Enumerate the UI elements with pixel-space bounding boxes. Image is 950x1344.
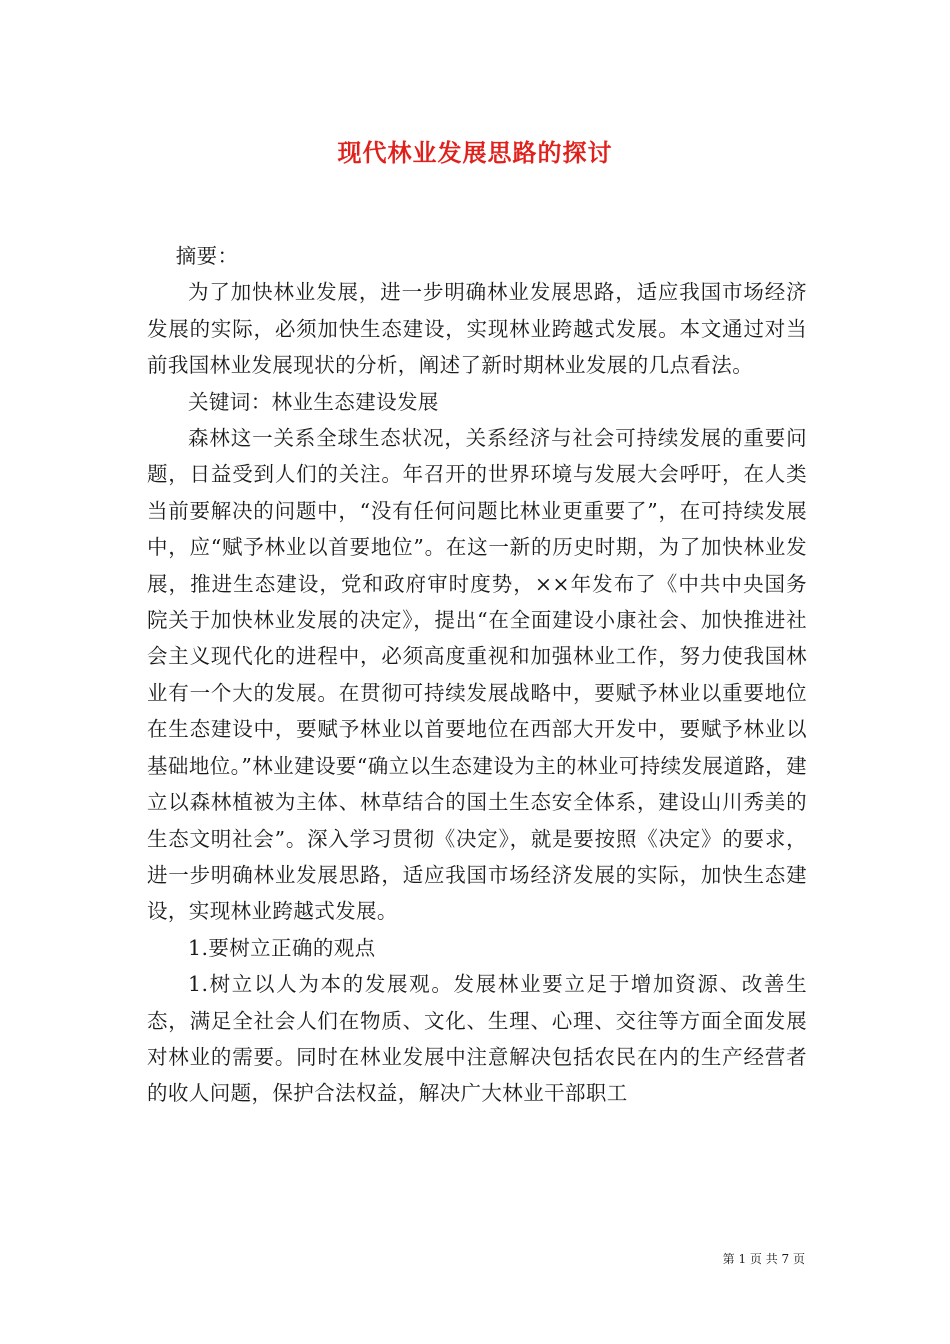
abstract-label: 摘要： [175,244,239,268]
keywords-line: 关键词：林业生态建设发展 [188,389,439,414]
abstract-paragraph: 为了加快林业发展，进一步明确林业发展思路，适应我国市场经济发展的实际，必须加快生态建设，实现林业跨越式发展。本文通过对当前我国林业发展现状的分析，阐述了新时期林业发展的几点看法。 [147,280,807,378]
document-title: 现代林业发展思路的探讨 [337,138,613,167]
page-number-footer: 第 1 页 共 7 页 [722,1252,805,1266]
section-paragraph: 1.树立以人为本的发展观。发展林业要立足于增加资源、改善生态，满足全社会人们在物质、文化、生理、心理、交往等方面全面发展对林业的需要。同时在林业发展中注意解决包括农民在内的生产经营者的收人问题，保护合法权益，解决广大林业干部职工 [147,972,807,1106]
intro-paragraph: 森林这一关系全球生态状况，关系经济与社会可持续发展的重要问题，日益受到人们的关注。年召开的世界环境与发展大会呼吁，在人类当前要解决的问题中，“没有任何问题比林业更重要了”，在可持续发展中，应“赋予林业以首要地位”。在这一新的历史时期，为了加快林业发展，推进生态建设，党和政府审时度势，××年发布了《中共中央国务院关于加快林业发展的决定》，提出“在全面建设小康社会、加快推进社会主义现代化的进程中，必须高度重视和加强林业工作，努力使我国林业有一个大的发展。在贯彻可持续发展战略中，要赋予林业以重要地位在生态建设中，要赋予林业以首要地位在西部大开发中，要赋予林业以基础地位。”林业建设要“确立以生态建设为主的林业可持续发展道路，建立以森林植被为主体、林草结合的国土生态安全体系，建设山川秀美的生态文明社会”。深入学习贯彻《决定》，就是要按照《决定》的要求，进一步明确林业发展思路，适应我国市场经济发展的实际，加快生态建设，实现林业跨越式发展。 [147,426,807,924]
document-body [147,238,807,1112]
section-heading: 1.要树立正确的观点 [188,935,376,960]
